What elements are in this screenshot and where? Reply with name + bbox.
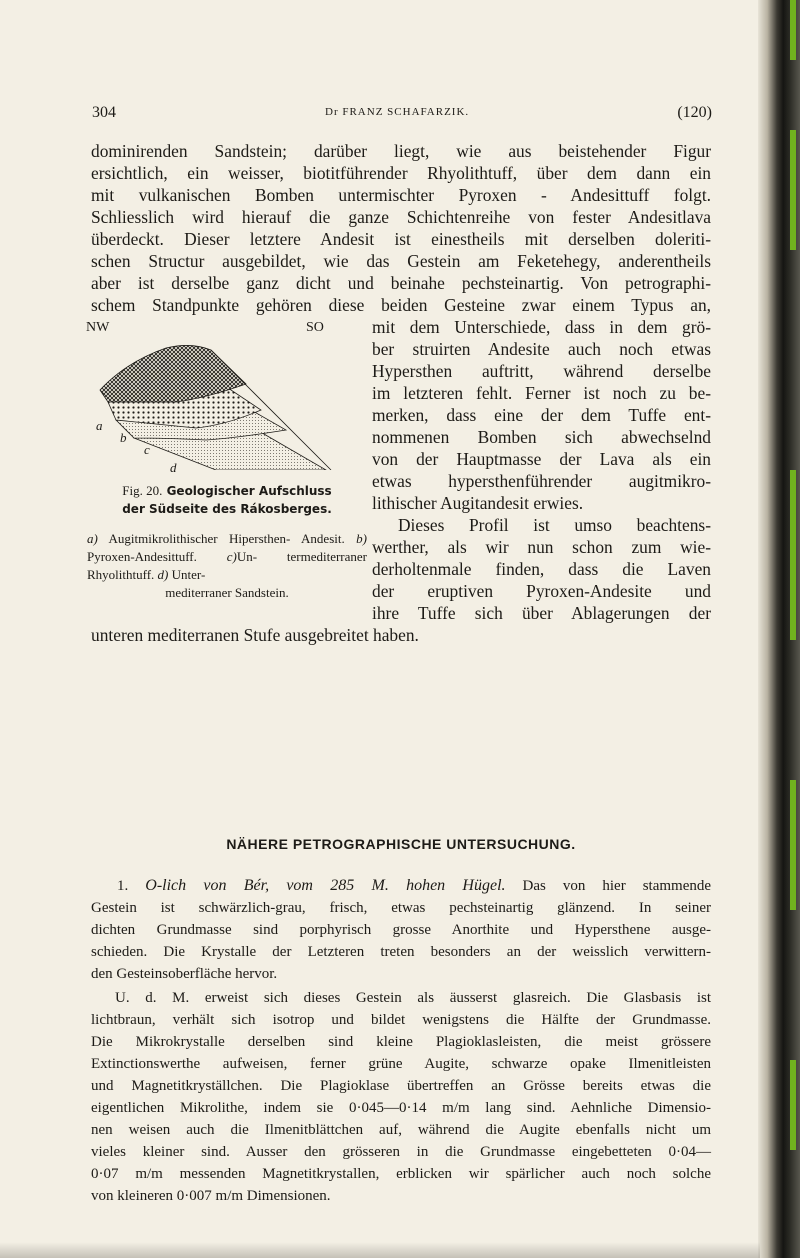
compass-so-label: SO	[306, 320, 324, 335]
text-line: Extinctionswerthe aufweisen, ferner grüne Augite, schwarze opake Ilmenitleisten	[91, 1056, 711, 1072]
text-line: der eruptiven Pyroxen-Andesite und	[372, 581, 711, 601]
text-line: schen Structur ausgebildet, wie das Gestein am Feketehegy, anderentheils	[91, 251, 711, 271]
text-line: Die Mikrokrystalle derselben sind kleine Plagioklasleisten, die meist grössere	[91, 1034, 711, 1050]
text-line: dichten Grundmasse sind porphyrisch grosse Anorthite und Hypersthene ausge-	[91, 922, 711, 938]
legend-key-d: d)	[157, 567, 169, 582]
text-line: unteren mediterranen Stufe ausgebreitet haben.	[91, 625, 419, 645]
text-line: 0·07 m/m messenden Magnetitkrystallen, erblicken wir spärlicher auch noch solche	[91, 1166, 711, 1182]
caption-title	[87, 482, 367, 518]
binding-green-stripe	[790, 0, 796, 60]
text-line: U. d. M. erweist sich dieses Gestein als äusserst glasreich. Die Glasbasis ist	[115, 990, 711, 1006]
page-bottom-shadow	[0, 1242, 760, 1258]
text-line: merken, dass eine der dem Tuffe ent-	[372, 405, 711, 425]
text-line: und Magnetitkryställchen. Die Plagioklase übertreffen an Grösse bereits etwas die	[91, 1078, 711, 1094]
figure-number: Fig. 20.	[122, 483, 163, 498]
geological-section-figure	[86, 320, 366, 475]
binding-green-stripe	[790, 470, 796, 640]
legend-text-a2: Andesit.	[301, 531, 345, 546]
legend-text-b: Pyroxen-Andesittuff.	[87, 549, 197, 564]
text-line: ihre Tuffe sich über Ablagerungen der	[372, 603, 711, 623]
layer-a-label: a	[96, 418, 103, 433]
sheet-number: (120)	[677, 104, 712, 121]
section-heading: NÄHERE PETROGRAPHISCHE UNTERSUCHUNG.	[226, 836, 576, 852]
legend-key-b: b)	[356, 531, 367, 546]
text-line: mit dem Unterschiede, dass in dem grö-	[372, 317, 711, 337]
text-line: ber struirten Andesite auch noch etwas	[372, 339, 711, 359]
legend-text-a: Augitmikrolithischer Hipersthen-	[108, 531, 291, 546]
section-1-first-line	[91, 875, 711, 897]
text-line: Schliesslich wird hierauf die ganze Schichtenreihe von fester Andesitlava	[91, 207, 711, 227]
caption-title-line2: der Südseite des Rákosberges.	[122, 502, 332, 516]
legend-text-c2: termediterraner Rhyolithtuff.	[87, 549, 367, 582]
text-line: Dieses Profil ist umso beachtens-	[398, 515, 711, 535]
layer-d-label: d	[170, 460, 177, 475]
section-1-number: 1.	[117, 878, 129, 894]
binding-green-stripe	[790, 130, 796, 250]
running-header	[92, 104, 712, 126]
caption-legend	[87, 530, 367, 602]
caption-title-line1: Geologischer Aufschluss	[166, 484, 332, 498]
text-line: lithischer Augitandesit erwies.	[372, 493, 584, 513]
compass-nw-label: NW	[86, 320, 110, 335]
text-line: schem Standpunkte gehören diese beiden Gesteine zwar einem Typus an,	[91, 295, 711, 315]
text-line: nen weisen auch die Ilmenitblättchen auf, während die Augite ebenfalls nicht um	[91, 1122, 711, 1138]
text-line: eigentlichen Mikrolithe, indem sie 0·045—0·14 m/m lang sind. Aehnliche Dimensio-	[91, 1100, 711, 1116]
binding-green-stripe	[790, 1060, 796, 1150]
text-line: überdeckt. Dieser letztere Andesit ist einestheils mit derselben doleriti-	[91, 229, 711, 249]
text-line: den Gesteinsoberfläche hervor.	[91, 966, 278, 982]
text-line: aber ist derselbe ganz dicht und beinahe pechsteinartig. Von petrographi-	[91, 273, 711, 293]
legend-text-d2: mediterraner Sandstein.	[165, 585, 289, 600]
text-line: vieles kleiner sind. Ausser den grösseren in die Grundmasse eingebetteten 0·04—	[91, 1144, 711, 1160]
text-line: von der Hauptmasse der Lava als ein	[372, 449, 711, 469]
page-number: 304	[92, 104, 116, 121]
section-1-lead: Das von hier stammende	[522, 878, 712, 894]
text-line: lichtbraun, verhält sich isotrop und bildet wenigstens die Hälfte der Grundmasse.	[91, 1012, 711, 1028]
text-line: derholtenmale finden, dass die Laven	[372, 559, 711, 579]
binding-green-stripe	[790, 780, 796, 910]
text-line: im letzteren fehlt. Ferner ist noch zu be-	[372, 383, 711, 403]
book-binding-edge	[758, 0, 800, 1258]
text-line: Gestein ist schwärzlich-grau, frisch, etwas pechsteinartig glänzend. In seiner	[91, 900, 711, 916]
text-line: Hypersthen auftritt, während derselbe	[372, 361, 711, 381]
text-line: werther, als wir nun schon zum wie-	[372, 537, 711, 557]
layer-c-label: c	[144, 442, 150, 457]
text-line: mit vulkanischen Bomben untermischter Pyroxen - Andesittuff folgt.	[91, 185, 711, 205]
legend-text-c: Un-	[236, 549, 258, 564]
text-line: dominirenden Sandstein; darüber liegt, wie aus beistehender Figur	[91, 141, 711, 161]
layer-b-label: b	[120, 430, 127, 445]
text-line: schieden. Die Krystalle der Letzteren treten besonders an der weisslich verwittern-	[91, 944, 711, 960]
legend-key-a: a)	[87, 531, 98, 546]
cross-section-drawing	[86, 320, 366, 470]
text-line: etwas hypersthenführender augitmikro-	[372, 471, 711, 491]
legend-text-d: Unter-	[171, 567, 206, 582]
section-1-title: O-lich von Bér, vom 285 M. hohen Hügel.	[145, 877, 506, 894]
running-header-author: Dr FRANZ SCHAFARZIK.	[325, 106, 470, 118]
text-line: von kleineren 0·007 m/m Dimensionen.	[91, 1188, 331, 1204]
figure-caption	[87, 482, 367, 602]
text-line: nommenen Bomben sich abwechselnd	[372, 427, 711, 447]
legend-key-c: c)	[226, 549, 237, 564]
text-line: ersichtlich, ein weisser, biotitführender Rhyolithtuff, über dem dann ein	[91, 163, 711, 183]
